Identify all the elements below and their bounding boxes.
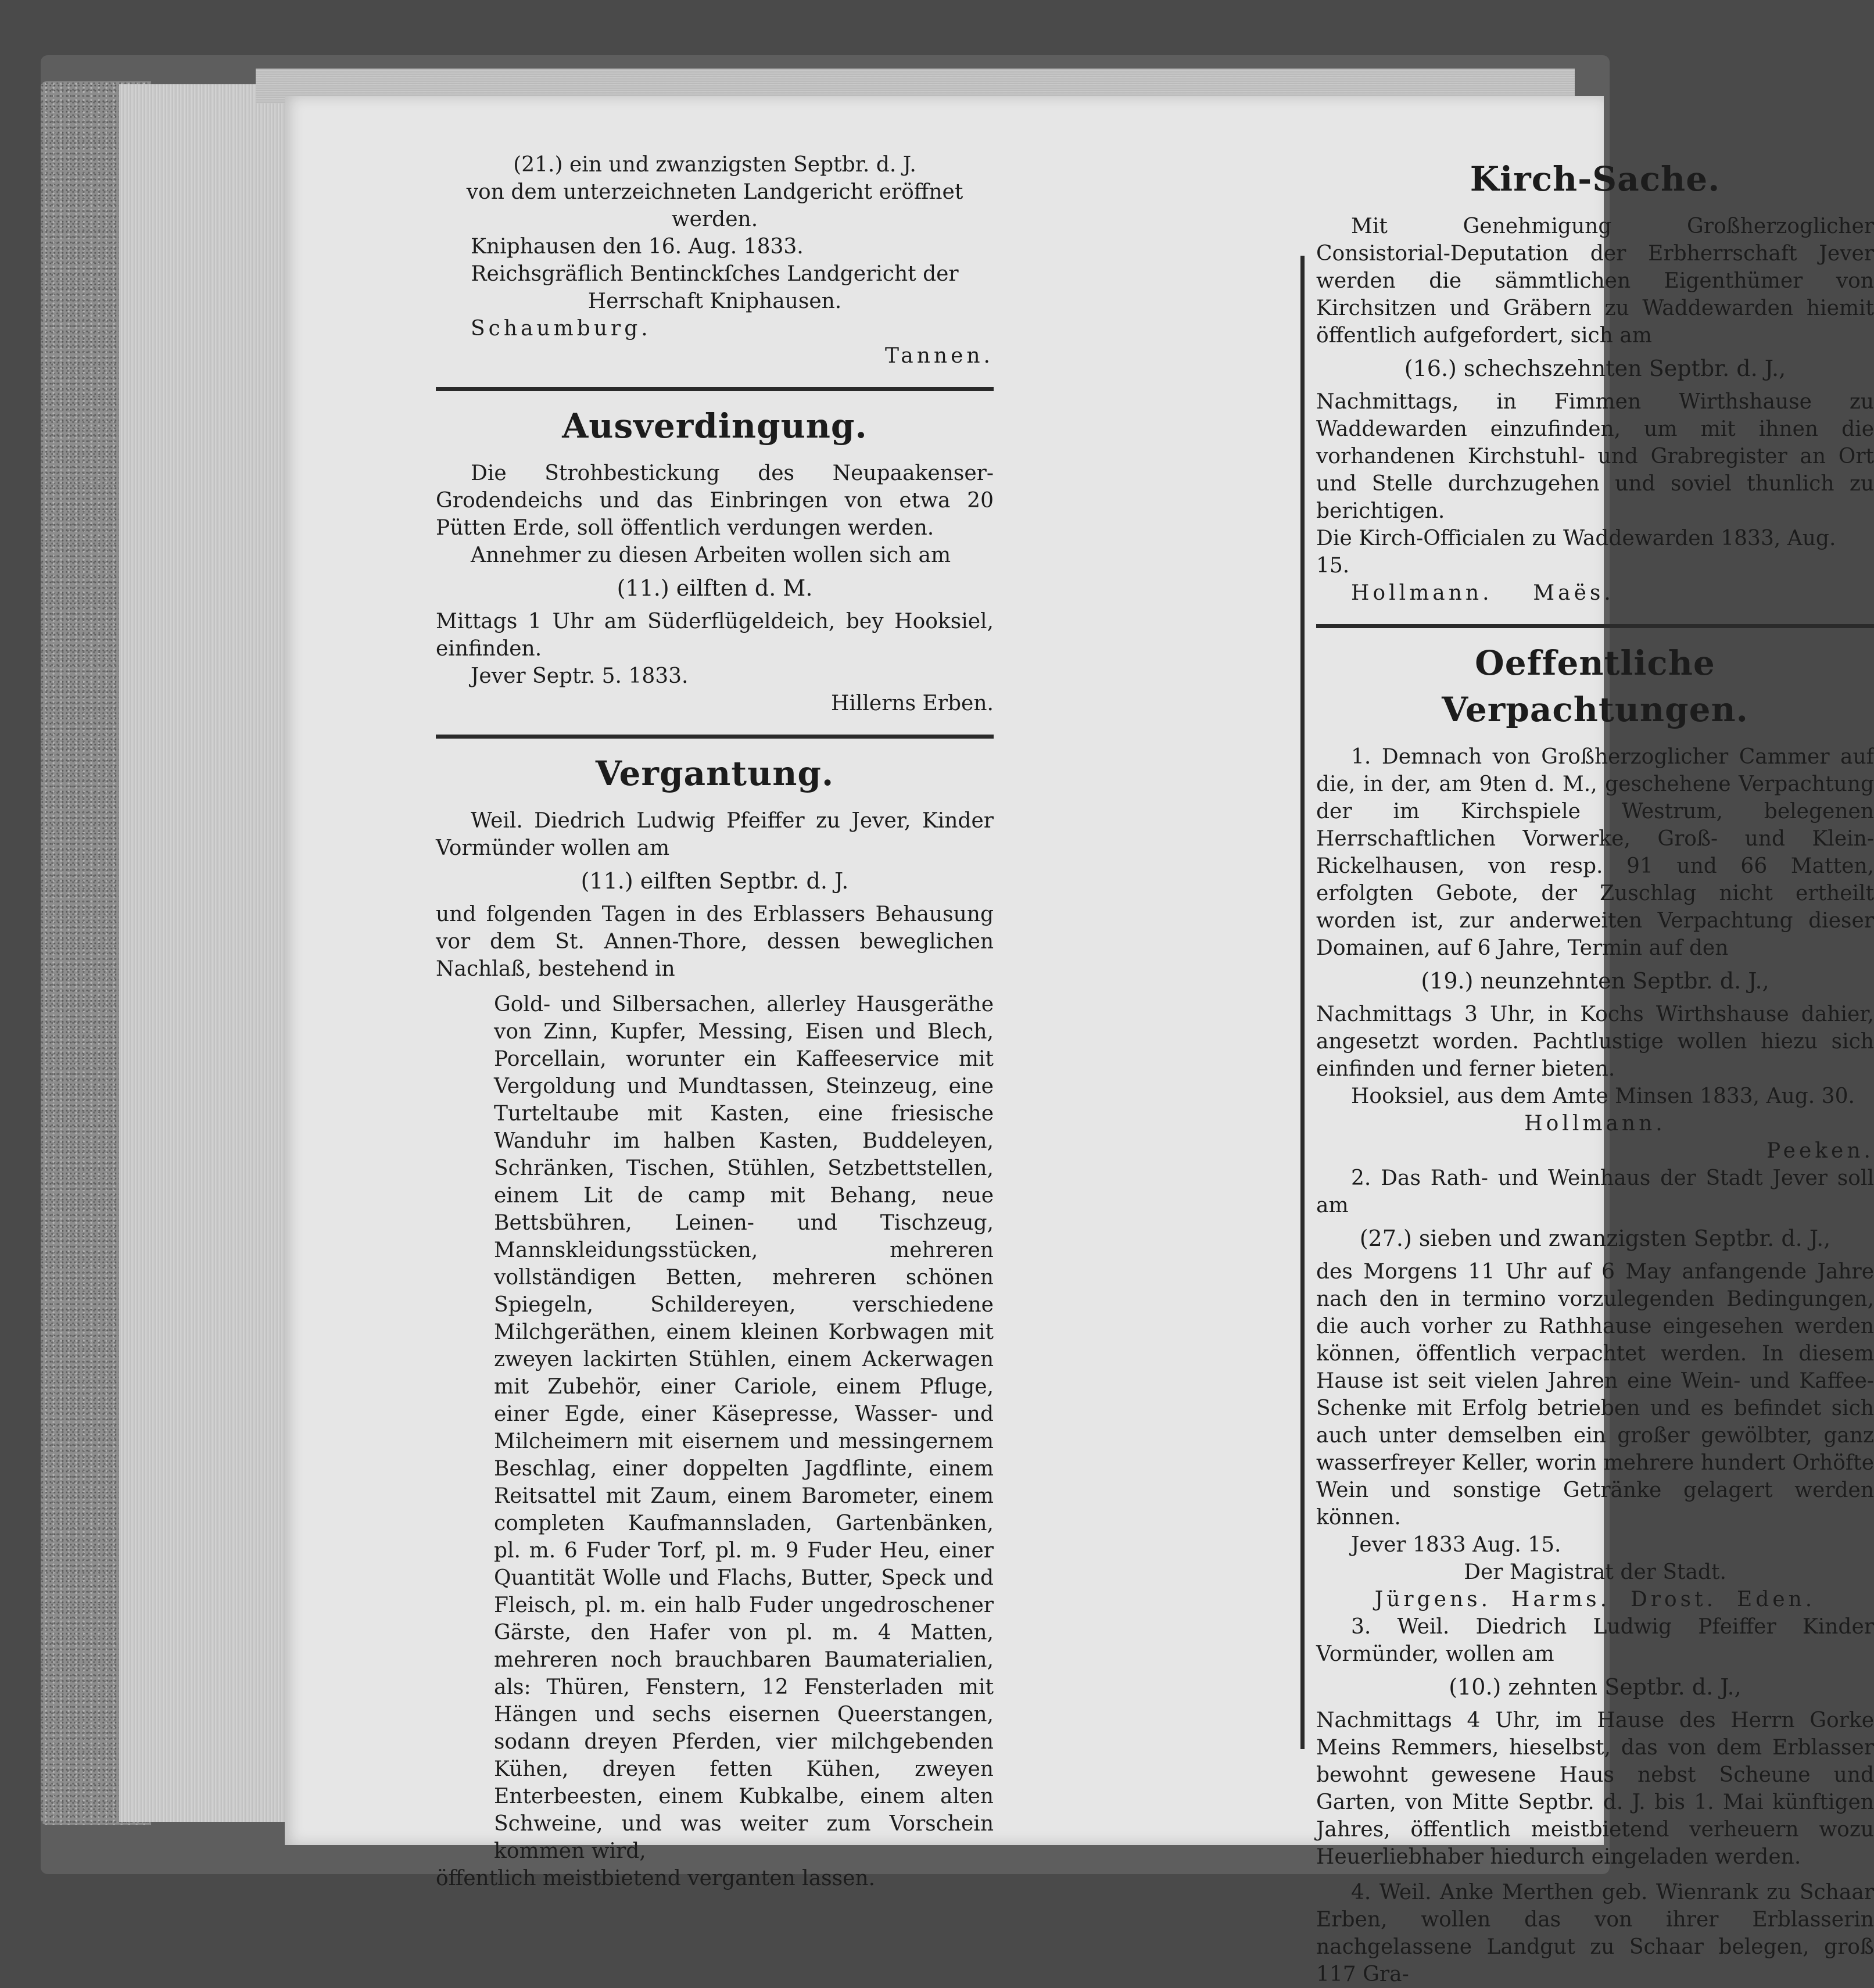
ausverdingung-text1: Die Strohbestickung des Neupaakenser-Grodendeichs und das Einbringen von etwa 20 Pütten Erde, soll öffentlich verdungen werden. — [436, 461, 994, 540]
kirch-signatures: Hollmann. Maës. — [1351, 581, 1614, 605]
notice1-line6: Schaumburg. — [471, 317, 651, 341]
kirch-date: (16.) schechszehnten Septbr. d. J., — [1404, 356, 1786, 381]
kirch-text2: Nachmittags, in Fimmen Wirthshause zu Waddewarden einzufinden, um mit ihnen die vorhandenen Kirchstuhl- und Grabregister an Ort und Stelle durchzugehen und soviel thunlich zu berichtigen. — [1316, 390, 1874, 523]
divider — [436, 735, 994, 739]
heading-verpachtungen: Oeffentliche Verpachtungen. — [1442, 643, 1748, 729]
verpachtung1-place: Hooksiel, aus dem Amte Minsen 1833, Aug. 30. — [1351, 1084, 1855, 1108]
ausverdingung-date: (11.) eilften d. M. — [617, 575, 813, 601]
vergantung-items: Gold- und Silbersachen, allerley Hausgeräthe von Zinn, Kupfer, Messing, Eisen und Blech, Porcellain, worunter ein Kaffeeservice mit Vergoldung und Mundtassen, Steinzeug, eine Turteltaube mit Kasten, eine friesische Wanduhr im halben Kasten, Buddeleyen, Schränken, Tischen, Stühlen, Setzbettstellen, einem Lit de camp mit Behang, neue Bettsbühren, Leinen- und Tischzeug, Mannskleidungsstücken, mehreren vollständigen Betten, mehreren schönen Spiegeln, Schildereyen, verschiedene Milchgeräthen, einem kleinen Korbwagen mit zweyen lackirten Stühlen, einem Ackerwagen mit Zubehör, einer Cariole, einem Pfluge, einer Egde, einer Käsepresse, Wasser- und Milcheimern mit eisernem und messingernem Beschlag, einer doppelten Jagdflinte, einem Reitsattel mit Zaum, einem Barometer, einem completen Kaufmannsladen, Gartenbänken, pl. m. 6 Fuder Torf, pl. m. 9 Fuder Heu, einer Quantität Wolle und Flachs, Butter, Speck und Fleisch, pl. m. ein halb Fuder ungedroschener Gärste, den Hafer von pl. m. 4 Matten, mehreren noch brauchbaren Baumaterialien, als: Thüren, Fenstern, 12 Fensterladen mit Hängen und sechs eisernen Queerstangen, sodann dreyen Pferden, vier milchgebenden Kühen, dreyen fetten Kühen, zweyen Enterbeesten, einem Kubkalbe, einem alten Schweine, und was weiter zum Vorschein kommen wird, — [494, 993, 994, 1863]
verpachtung2-magistrat: Der Magistrat der Stadt. — [1464, 1560, 1726, 1584]
verpachtung2-text2: des Morgens 11 Uhr auf 6 May anfangende Jahre nach den in termino vorzulegenden Bedingungen, die auch vorher zu Rathhause eingesehen werden können, öffentlich verpachtet werden. In diesem Hause ist seit vielen Jahren eine Wein- und Kaffee-Schenke mit Erfolg betrieben und es befindet sich auch unter demselben ein großer gewölbter, ganz wasserfreyer Keller, worin mehrere hundert Orhöfte Wein und sonstige Getränke gelagert werden können. — [1316, 1260, 1874, 1529]
column-divider — [1300, 256, 1305, 1749]
ausverdingung-place: Jever Septr. 5. 1833. — [471, 664, 689, 688]
verpachtung1-text2: Nachmittags 3 Uhr, in Kochs Wirthshause dahier, angesetzt worden. Pachtlustige wollen hiezu sich einfinden und ferner bieten. — [1316, 1002, 1874, 1081]
notice1-line2: von dem unterzeichneten Landgericht eröffnet werden. — [466, 180, 963, 231]
vergantung-text1: Weil. Diedrich Ludwig Pfeiffer zu Jever, Kinder Vormünder wollen am — [436, 809, 994, 860]
ausverdingung-signature: Hillerns Erben. — [830, 692, 994, 715]
right-column — [1316, 151, 1874, 1988]
ausverdingung-text3: Mittags 1 Uhr am Süderflügeldeich, bey Hooksiel, einfinden. — [436, 610, 994, 661]
verpachtung3-date: (10.) zehnten Septbr. d. J., — [1449, 1674, 1742, 1700]
divider — [436, 387, 994, 391]
kirch-text1: Mit Genehmigung Großherzoglicher Consistorial-Deputation der Erbherrschaft Jever werden die sämmtlichen Eigenthümer von Kirchsitzen und Gräbern zu Waddewarden hiemit öffentlich aufgefordert, sich am — [1316, 214, 1874, 348]
page-edges — [119, 84, 288, 1822]
verpachtung4-text: 4. Weil. Anke Merthen geb. Wienrank zu Schaar Erben, wollen das von ihrer Erblasserin nachgelassene Landgut zu Schaar belegen, groß 117 Gra- — [1316, 1880, 1874, 1986]
notice1-line5: Herrschaft Kniphausen. — [587, 289, 842, 313]
verpachtung1-sig1: Hollmann. — [1524, 1112, 1666, 1136]
verpachtung3-text: 3. Weil. Diedrich Ludwig Pfeiffer Kinder Vormünder, wollen am — [1316, 1615, 1874, 1666]
notice1-line4: Reichsgräflich Bentinckſches Landgericht der — [471, 262, 959, 286]
heading-ausverdingung: Ausverdingung. — [562, 406, 868, 446]
notice1-line7: Tannen. — [885, 344, 994, 368]
notice1-line1: (21.) ein und zwanzigsten Septbr. d. J. — [513, 153, 916, 177]
kirch-place: Die Kirch-Officialen zu Waddewarden 1833, Aug. 15. — [1316, 526, 1836, 578]
verpachtung1-sig2: Peeken. — [1766, 1139, 1874, 1163]
verpachtung1-date: (19.) neunzehnten Septbr. d. J., — [1421, 968, 1769, 994]
verpachtung2-signatures: Jürgens. Harms. Drost. Eden. — [1374, 1588, 1816, 1611]
verpachtung2-place: Jever 1833 Aug. 15. — [1351, 1533, 1561, 1557]
heading-kirch-sache: Kirch-Sache. — [1470, 159, 1721, 199]
verpachtung2-date: (27.) sieben und zwanzigsten Septbr. d. J., — [1359, 1226, 1831, 1251]
page — [285, 96, 1874, 1986]
divider — [1316, 624, 1874, 628]
ausverdingung-text2: Annehmer zu diesen Arbeiten wollen sich am — [471, 543, 951, 567]
vergantung-date: (11.) eilften Septbr. d. J. — [581, 868, 849, 894]
verpachtung3-text2: Nachmittags 4 Uhr, im Hause des Herrn Gorke Meins Remmers, hieselbst, das von dem Erblasser bewohnt gewesene Haus nebst Scheune und Garten, von Mitte Septbr. d. J. bis 1. Mai künftigen Jahres, öffentlich meistbietend verheuern wozu Heuerliebhaber hiedurch eingeladen werden. — [1316, 1708, 1874, 1869]
notice1-line3: Kniphausen den 16. Aug. 1833. — [471, 235, 804, 259]
left-column — [436, 151, 1293, 1892]
verpachtung2-text: 2. Das Rath- und Weinhaus der Stadt Jever soll am — [1316, 1166, 1874, 1217]
verpachtung1-text: 1. Demnach von Großherzoglicher Cammer auf die, in der, am 9ten d. M., geschehene Verpachtung der im Kirchspiele Westrum, belegenen Herrschaftlichen Vorwerke, Groß- und Klein-Rickelhausen, von resp. 91 und 66 Matten, erfolgten Gebote, der Zuschlag nicht ertheilt worden ist, zur anderweiten Verpachtung dieser Domainen, auf 6 Jahre, Termin auf den — [1316, 745, 1874, 960]
heading-vergantung: Vergantung. — [595, 754, 834, 793]
vergantung-text2: und folgenden Tagen in des Erblassers Behausung vor dem St. Annen-Thore, dessen beweglichen Nachlaß, bestehend in — [436, 902, 994, 981]
vergantung-closing: öffentlich meistbietend verganten lassen. — [436, 1867, 876, 1890]
